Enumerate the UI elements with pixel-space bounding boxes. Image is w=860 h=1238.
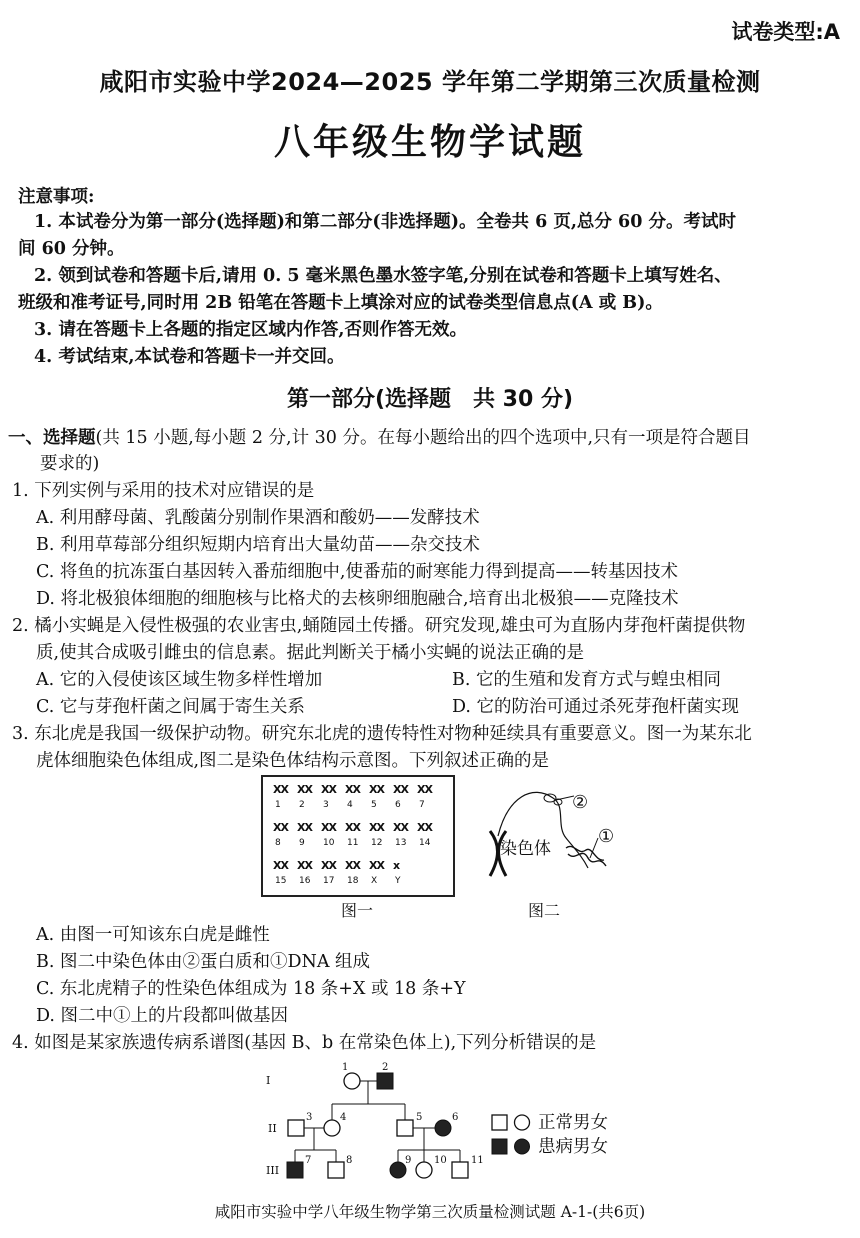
chromosome-number: X [371, 876, 378, 886]
pedigree-id-1: 1 [342, 1062, 349, 1073]
q3-option-c: C. 东北虎精子的性染色体组成为 18 条+X 或 18 条+Y [36, 979, 466, 999]
pedigree-legend-symbols [490, 1112, 536, 1160]
chromosome-pair-glyph: XX [273, 859, 288, 872]
section-label: 一、选择题 [8, 428, 96, 448]
chromosome-pair-glyph: XX [345, 859, 360, 872]
paper-type-label: 试卷类型:A [731, 20, 840, 44]
q1-option-b: B. 利用草莓部分组织短期内培育出大量幼苗——杂交技术 [36, 535, 480, 555]
chromosome-number: 16 [299, 876, 311, 886]
chromosome-pair-glyph: XX [273, 783, 288, 796]
chromosome-pair-glyph: XX [321, 783, 336, 796]
q3-option-b: B. 图二中染色体由②蛋白质和①DNA 组成 [36, 952, 371, 972]
pedigree-id-4: 4 [340, 1112, 347, 1123]
chromosome-pair-glyph: XX [417, 821, 432, 834]
chromosome-number: 12 [371, 838, 383, 848]
section-intro [8, 426, 751, 450]
pedigree-id-9: 9 [405, 1155, 412, 1166]
chromosome-number: 6 [395, 800, 401, 810]
notice-item-1: 1. 本试卷分为第一部分(选择题)和第二部分(非选择题)。全卷共 6 页,总分 60 分。考试时 [34, 212, 736, 232]
q1-option-d: D. 将北极狼体细胞的细胞核与比格犬的去核卵细胞融合,培育出北极狼——克隆技术 [36, 589, 679, 609]
pedigree-figure [260, 1062, 490, 1192]
q2-stem: 2. 橘小实蝇是入侵性极强的农业害虫,蛹随园土传播。研究发现,雄虫可为直肠内芽孢杆菌提供物 [12, 616, 746, 636]
q1-stem: 1. 下列实例与采用的技术对应错误的是 [12, 481, 315, 501]
chromosome-number: 7 [419, 800, 425, 810]
q4-stem: 4. 如图是某家族遗传病系谱图(基因 B、b 在常染色体上),下列分析错误的是 [12, 1033, 597, 1053]
pedigree-id-5: 5 [416, 1112, 423, 1123]
legend-affected-label: 患病男女 [538, 1137, 608, 1157]
notice-item-4: 4. 考试结束,本试卷和答题卡一并交回。 [34, 347, 345, 367]
chromosome-pair-glyph: XX [369, 859, 384, 872]
figure1-caption: 图一 [341, 901, 374, 920]
pedigree-id-11: 11 [471, 1155, 484, 1166]
section-desc-cont: 要求的) [40, 454, 100, 474]
q3-stem-cont: 虎体细胞染色体组成,图二是染色体结构示意图。下列叙述正确的是 [36, 751, 550, 771]
q3-option-d: D. 图二中①上的片段都叫做基因 [36, 1006, 289, 1026]
chromosome-number: Y [395, 876, 401, 886]
pedigree-id-10: 10 [434, 1155, 447, 1166]
chromosome-pair-glyph: XX [393, 821, 408, 834]
chromosome-pair-glyph: XX [393, 783, 408, 796]
chromosome-number: 1 [275, 800, 281, 810]
figure2-label-2: ② [572, 792, 589, 813]
pedigree-id-8: 8 [346, 1155, 353, 1166]
notice-item-3: 3. 请在答题卡上各题的指定区域内作答,否则作答无效。 [34, 320, 467, 340]
chromosome-number: 9 [299, 838, 305, 848]
chromosome-number: 17 [323, 876, 335, 886]
pedigree-id-7: 7 [305, 1155, 312, 1166]
q2-option-c: C. 它与芽孢杆菌之间属于寄生关系 [36, 697, 305, 717]
chromosome-pair-glyph: XX [297, 859, 312, 872]
chromosome-pair-glyph: XX [297, 783, 312, 796]
notice-item-2: 2. 领到试卷和答题卡后,请用 0. 5 毫米黑色墨水签字笔,分别在试卷和答题卡上填写姓名、 [34, 266, 732, 286]
chromosome-number: 4 [347, 800, 353, 810]
school-title: 咸阳市实验中学2024—2025 学年第二学期第三次质量检测 [99, 68, 761, 96]
pedigree-id-6: 6 [452, 1112, 459, 1123]
q3-option-a: A. 由图一可知该东白虎是雌性 [36, 925, 270, 945]
chromosome-number: 2 [299, 800, 305, 810]
chromosome-pair-glyph: XX [369, 783, 384, 796]
pedigree-gen-I: I [266, 1074, 271, 1087]
pedigree-gen-III: III [266, 1164, 280, 1177]
figure2-label-chromosome: 染色体 [500, 839, 551, 859]
subject-title: 八年级生物学试题 [273, 122, 586, 163]
pedigree-id-2: 2 [382, 1062, 389, 1073]
q2-option-b: B. 它的生殖和发育方式与蝗虫相同 [452, 670, 721, 690]
chromosome-pair-glyph: XX [321, 859, 336, 872]
q2-option-d: D. 它的防治可通过杀死芽孢杆菌实现 [452, 697, 740, 717]
karyotype-figure [261, 775, 455, 897]
q2-stem-cont: 质,使其合成吸引雌虫的信息素。据此判断关于橘小实蝇的说法正确的是 [36, 643, 585, 663]
chromosome-number: 15 [275, 876, 287, 886]
chromosome-pair-glyph: x [393, 859, 400, 872]
chromosome-number: 8 [275, 838, 281, 848]
chromosome-number: 14 [419, 838, 431, 848]
pedigree-id-3: 3 [306, 1112, 313, 1123]
chromosome-number: 13 [395, 838, 407, 848]
chromosome-pair-glyph: XX [297, 821, 312, 834]
chromosome-number: 3 [323, 800, 329, 810]
chromosome-pair-glyph: XX [345, 783, 360, 796]
chromosome-number: 10 [323, 838, 335, 848]
section-desc: (共 15 小题,每小题 2 分,计 30 分。在每小题给出的四个选项中,只有一项是符合题目 [95, 428, 751, 448]
chromosome-number: 18 [347, 876, 359, 886]
q1-option-c: C. 将鱼的抗冻蛋白基因转入番茄细胞中,使番茄的耐寒能力得到提高——转基因技术 [36, 562, 678, 582]
chromosome-pair-glyph: XX [417, 783, 432, 796]
part1-title: 第一部分(选择题 共 30 分) [286, 387, 574, 412]
chromosome-pair-glyph: XX [273, 821, 288, 834]
notice-item-2-cont: 班级和准考证号,同时用 2B 铅笔在答题卡上填涂对应的试卷类型信息点(A 或 B)。 [18, 293, 663, 313]
q1-option-a: A. 利用酵母菌、乳酸菌分别制作果酒和酸奶——发酵技术 [36, 508, 480, 528]
legend-normal-label: 正常男女 [538, 1113, 608, 1133]
chromosome-pair-glyph: XX [345, 821, 360, 834]
notice-heading: 注意事项: [18, 187, 95, 207]
notice-item-1-cont: 间 60 分钟。 [18, 239, 125, 259]
chromosome-number: 11 [347, 838, 359, 848]
chromosome-pair-glyph: XX [369, 821, 384, 834]
figure2-label-1: ① [598, 826, 615, 847]
pedigree-gen-II: II [268, 1122, 277, 1135]
figure2-caption: 图二 [528, 901, 561, 920]
q2-option-a: A. 它的入侵使该区域生物多样性增加 [36, 670, 323, 690]
chromosome-number: 5 [371, 800, 377, 810]
page-footer: 咸阳市实验中学八年级生物学第三次质量检测试题 A-1-(共6页) [214, 1203, 646, 1221]
q3-stem: 3. 东北虎是我国一级保护动物。研究东北虎的遗传特性对物种延续具有重要意义。图一为某东北 [12, 724, 752, 744]
chromosome-pair-glyph: XX [321, 821, 336, 834]
